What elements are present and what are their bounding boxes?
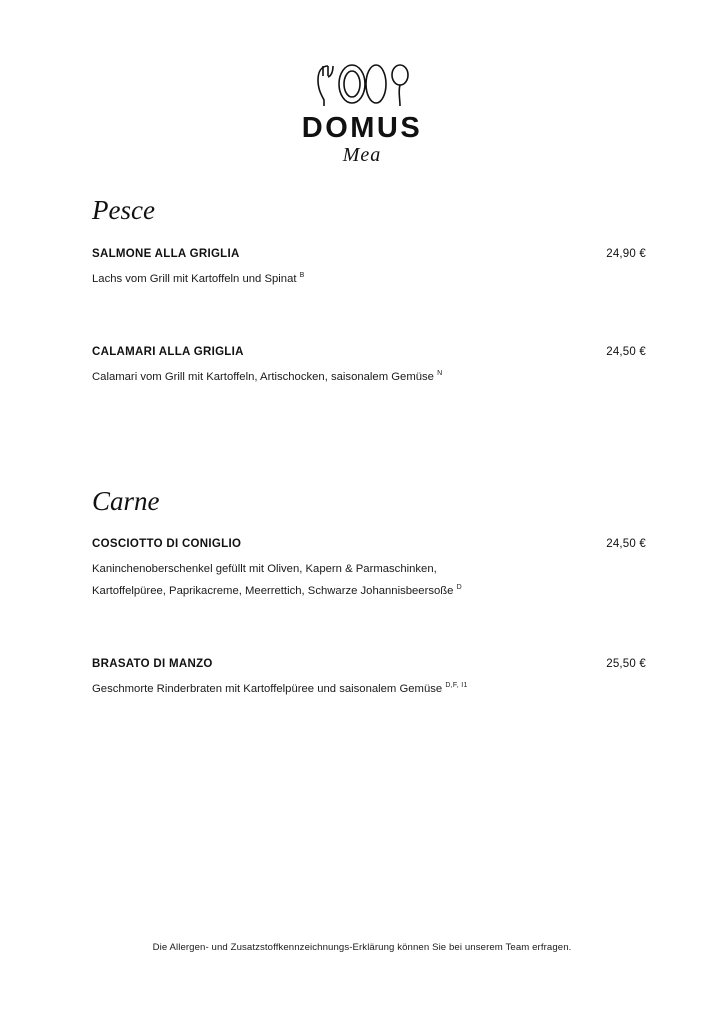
menu-item-description-text: Calamari vom Grill mit Kartoffeln, Artischocken, saisonalem Gemüse bbox=[92, 371, 434, 384]
footer-note: Die Allergen- und Zusatzstoffkennzeichnungs-Erklärung können Sie bei unserem Team erfragen. bbox=[152, 942, 572, 953]
menu-item-name: SALMONE ALLA GRIGLIA bbox=[92, 247, 240, 260]
section-title: Pesce bbox=[92, 195, 155, 225]
menu-content bbox=[92, 196, 646, 743]
menu-item-description bbox=[92, 679, 562, 700]
menu-item-name: CALAMARI ALLA GRIGLIA bbox=[92, 346, 244, 359]
menu-item-head bbox=[92, 538, 646, 550]
section-title: Carne bbox=[92, 485, 160, 516]
cutlery-plate-icon bbox=[308, 62, 416, 108]
menu-item-description-line-1: Kaninchenoberschenkel gefüllt mit Oliven, Kapern & Parmaschinken, bbox=[92, 563, 437, 576]
menu-item-head bbox=[92, 658, 646, 670]
allergen-marker: N bbox=[437, 370, 443, 378]
menu-item bbox=[92, 346, 646, 388]
menu-item-name: BRASATO DI MANZO bbox=[92, 658, 213, 671]
menu-item-description-line-2 bbox=[92, 581, 562, 602]
menu-section-carne bbox=[92, 487, 646, 701]
menu-item-head bbox=[92, 248, 646, 260]
item-spacer bbox=[92, 312, 646, 346]
allergen-marker: D bbox=[456, 583, 462, 591]
menu-item-description-text: Kartoffelpüree, Paprikacreme, Meerrettich, Schwarze Johannisbeersoße bbox=[92, 584, 454, 597]
section-spacer bbox=[92, 431, 646, 487]
menu-item-name: COSCIOTTO DI CONIGLIO bbox=[92, 538, 242, 551]
restaurant-logo bbox=[0, 62, 724, 165]
menu-item bbox=[92, 538, 646, 602]
logo-script: Mea bbox=[342, 144, 382, 166]
menu-item bbox=[92, 248, 646, 290]
menu-item-price: 24,50 € bbox=[606, 538, 646, 551]
menu-item-head bbox=[92, 346, 646, 358]
menu-item-description-text: Geschmorte Rinderbraten mit Kartoffelpüree und saisonalem Gemüse bbox=[92, 683, 443, 696]
menu-item-description bbox=[92, 367, 562, 388]
logo-wordmark: DOMUS bbox=[301, 112, 423, 144]
menu-item-description bbox=[92, 559, 562, 602]
allergen-marker: B bbox=[299, 271, 305, 279]
menu-item-price: 24,90 € bbox=[606, 247, 646, 260]
allergen-marker: D,F, I1 bbox=[445, 682, 468, 690]
menu-item-price: 25,50 € bbox=[606, 658, 646, 671]
menu-item-description-text: Lachs vom Grill mit Kartoffeln und Spinat bbox=[92, 272, 297, 285]
menu-item-price: 24,50 € bbox=[606, 346, 646, 359]
menu-item-description bbox=[92, 269, 562, 290]
item-spacer bbox=[92, 624, 646, 658]
menu-section-pesce bbox=[92, 196, 646, 389]
menu-item bbox=[92, 658, 646, 700]
